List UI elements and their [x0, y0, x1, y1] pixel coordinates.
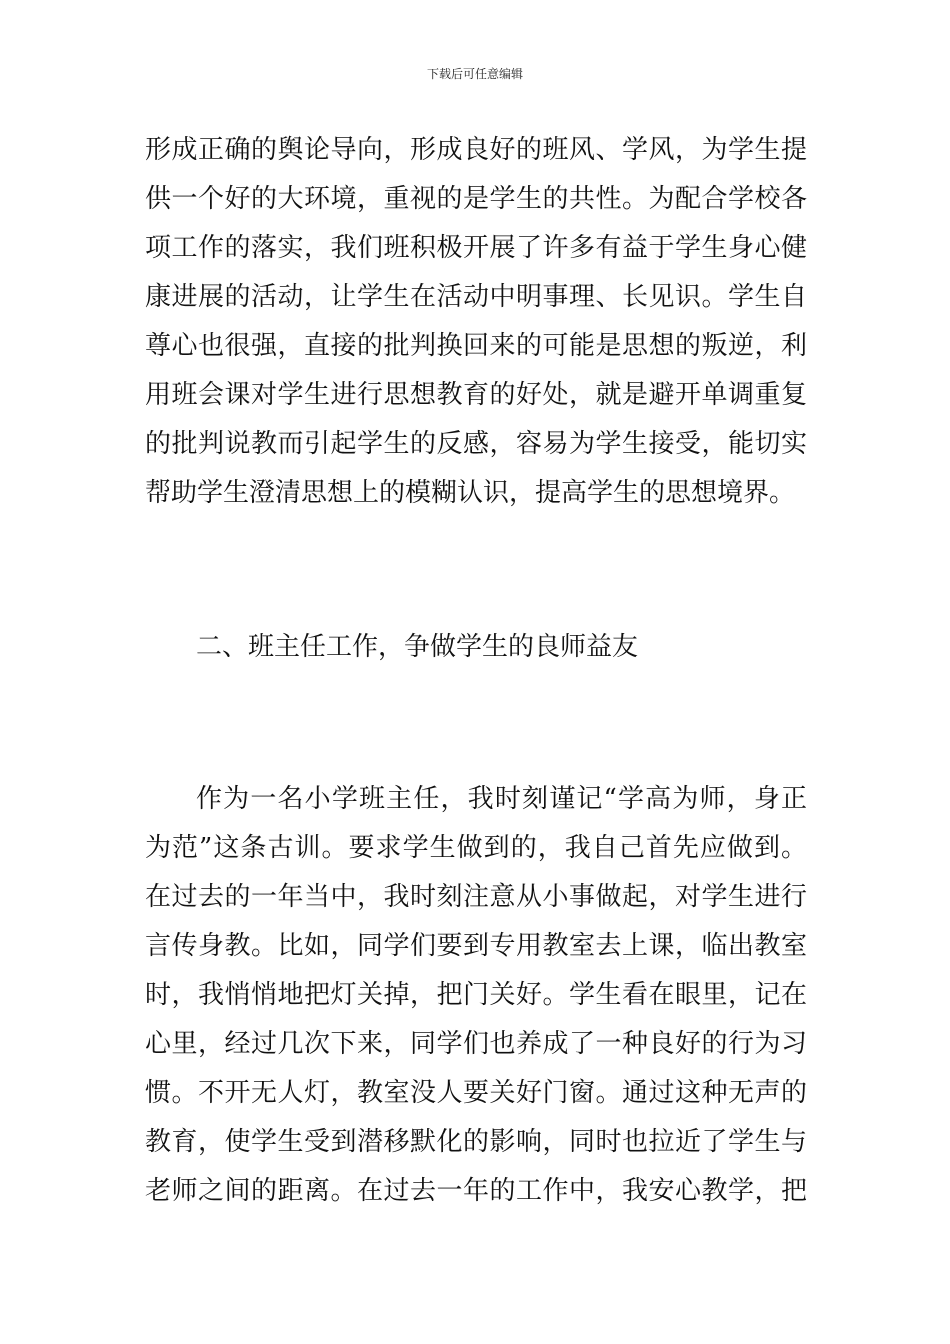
- paragraph-line: 项工作的落实，我们班积极开展了许多有益于学生身心健: [145, 233, 807, 263]
- paragraph-line: 作为一名小学班主任，我时刻谨记“学高为师，身正: [196, 784, 807, 814]
- paragraph-line: 供一个好的大环境，重视的是学生的共性。为配合学校各: [145, 184, 807, 214]
- paragraph-line: 的批判说教而引起学生的反感，容易为学生接受，能切实: [145, 429, 807, 459]
- paragraph-line: 用班会课对学生进行思想教育的好处，就是避开单调重复: [145, 380, 807, 410]
- section-heading: 二、班主任工作，争做学生的良师益友: [196, 632, 639, 662]
- paragraph-line: 时，我悄悄地把灯关掉，把门关好。学生看在眼里，记在: [145, 980, 807, 1010]
- paragraph-line: 心里，经过几次下来，同学们也养成了一种良好的行为习: [145, 1029, 807, 1059]
- paragraph-line: 形成正确的舆论导向，形成良好的班风、学风，为学生提: [145, 135, 807, 165]
- paragraph-line: 在过去的一年当中，我时刻注意从小事做起，对学生进行: [145, 882, 807, 912]
- paragraph-line: 尊心也很强，直接的批判换回来的可能是思想的叛逆，利: [145, 331, 807, 361]
- paragraph-line: 康进展的活动，让学生在活动中明事理、长见识。学生自: [145, 282, 807, 312]
- header-note: 下载后可任意编辑: [426, 67, 523, 81]
- paragraph-line: 为范”这条古训。要求学生做到的，我自己首先应做到。: [145, 833, 807, 863]
- paragraph-line: 教育，使学生受到潜移默化的影响，同时也拉近了学生与: [145, 1127, 807, 1157]
- paragraph-line: 帮助学生澄清思想上的模糊认识，提高学生的思想境界。: [145, 478, 796, 508]
- paragraph-line: 惯。不开无人灯，教室没人要关好门窗。通过这种无声的: [145, 1078, 807, 1108]
- paragraph-line: 言传身教。比如，同学们要到专用教室去上课，临出教室: [145, 931, 807, 961]
- paragraph-line: 老师之间的距离。在过去一年的工作中，我安心教学，把: [145, 1176, 807, 1206]
